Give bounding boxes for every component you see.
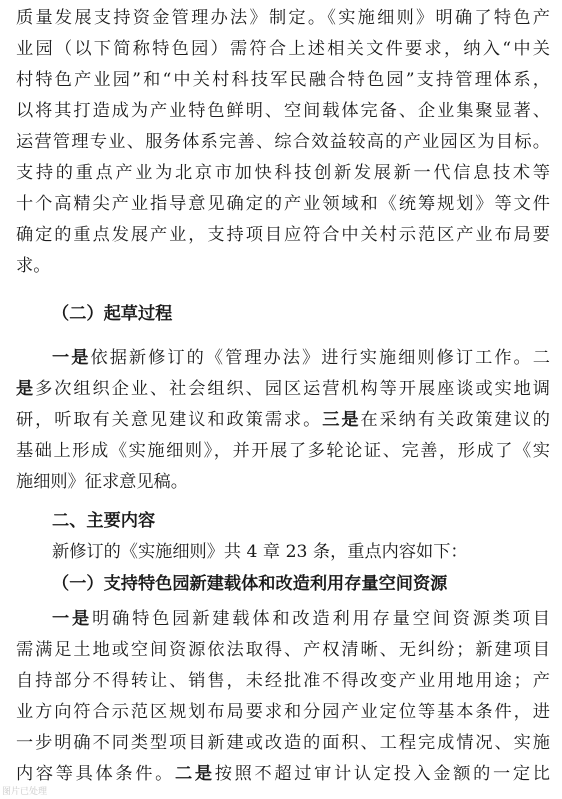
body-text-line: 运营管理专业、服务体系完善、综合效益较高的产业园区为目标。	[16, 132, 550, 152]
keyword-marker: 二是	[175, 764, 215, 784]
body-text-span: 依据新修订的《管理办法》进行实施细则修订工作。二	[90, 348, 550, 368]
keyword-marker: 一是	[52, 348, 91, 368]
body-text-line: 以将其打造成为产业特色鲜明、空间载体完备、企业集聚显著、	[16, 101, 550, 121]
keyword-marker: 一是	[52, 609, 93, 629]
body-text-line: 自持部分不得转让、销售，未经批准不得改变产业用地用途；产	[16, 671, 550, 691]
body-text-span: 在采纳有关政策建议的	[360, 410, 550, 430]
body-text-line: 确定的重点发展产业，支持项目应符合中关村示范区产业布局要	[16, 225, 550, 245]
body-text-line: 十个高精尖产业指导意见确定的产业领域和《统筹规划》等文件	[16, 194, 550, 214]
watermark: 图片已处理	[2, 787, 48, 797]
body-text-line: 业园（以下简称特色园）需符合上述相关文件要求，纳入“中关	[16, 39, 550, 59]
body-text-line	[16, 406, 550, 434]
body-text-line	[16, 760, 550, 788]
body-text-line: 一步明确不同类型项目新建或改造的面积、工程完成情况、实施	[16, 733, 550, 753]
body-text-line: 基础上形成《实施细则》，并开展了多轮论证、完善，形成了《实	[16, 441, 550, 461]
body-text-span: 按照不超过审计认定投入金额的一定比	[214, 764, 550, 784]
body-text-line: 村特色产业园”和“中关村科技军民融合特色园”支持管理体系，	[16, 70, 550, 90]
body-text-line: 施细则》征求意见稿。	[16, 472, 188, 492]
body-text-span: 内容等具体条件。	[16, 764, 176, 784]
keyword-marker: 是	[16, 379, 36, 399]
body-text-line: 质量发展支持资金管理办法》制定。《实施细则》明确了特色产	[16, 8, 550, 28]
body-text-line	[52, 605, 550, 633]
body-text-line: 业方向符合示范区规划布局要求和分园产业定位等基本条件，进	[16, 702, 550, 722]
section-title-main-content: 二、主要内容	[52, 511, 156, 531]
body-text-line: 支持的重点产业为北京市加快科技创新发展新一代信息技术等	[16, 163, 550, 183]
subheading-support-spaces: （一）支持特色园新建载体和改造利用存量空间资源	[52, 574, 448, 594]
body-text-span: 明确特色园新建载体和改造利用存量空间资源类项目	[92, 609, 550, 629]
body-text-line: 需满足土地或空间资源依法取得、产权清晰、无纠纷；新建项目	[16, 640, 550, 660]
keyword-marker: 三是	[322, 410, 361, 430]
body-text-span: 多次组织企业、社会组织、园区运营机构等开展座谈或实地调	[35, 379, 550, 399]
body-text-span: 研，听取有关意见建议和政策需求。	[16, 410, 323, 430]
body-text-line	[52, 344, 550, 372]
body-text-line: 求。	[16, 256, 51, 276]
subheading-drafting-process: （二）起草过程	[52, 304, 173, 324]
intro-text: 新修订的《实施细则》共 4 章 23 条，重点内容如下：	[52, 542, 468, 562]
body-text-line	[16, 375, 550, 403]
